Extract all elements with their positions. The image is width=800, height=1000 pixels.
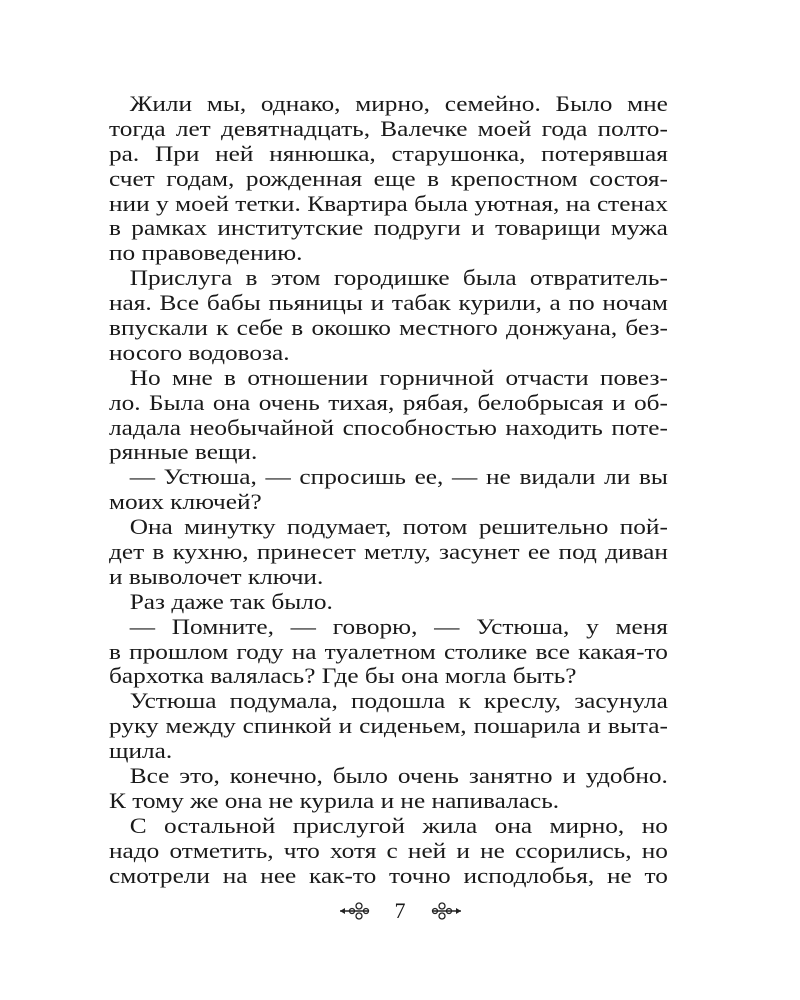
text-line: — Устюша, — спросишь ее, — не видали ли вы (129, 464, 668, 490)
ornament-left-icon (339, 901, 373, 921)
text-line: в прошлом году на туалетном столике все какая-то (109, 638, 668, 664)
text-line: в рамках институтские подруги и товарищи мужа (109, 215, 668, 241)
text-line: надо отметить, что хотя с ней и не ссорились, но (109, 837, 668, 863)
text-line: — Помните, — говорю, — Устюша, у меня (129, 613, 668, 639)
text-line: Она минутку подумает, потом решительно пой- (129, 514, 668, 540)
text-line: моих ключей? (109, 489, 262, 515)
text-line: ра. При ней нянюшка, старушонка, потерявшая (109, 140, 668, 166)
text-line: носого водовоза. (109, 339, 290, 365)
text-line: впускали к себе в окошко местного донжуана, без- (109, 315, 668, 341)
text-line: счет годам, рожденная еще в крепостном состоя- (109, 165, 668, 191)
text-line: С остальной прислугой жила она мирно, но (129, 812, 668, 838)
text-line: бархотка валялась? Где бы она могла быть? (109, 663, 577, 689)
text-line: дет в кухню, принесет метлу, засунет ее под диван (109, 539, 668, 565)
text-line: щила. (109, 738, 173, 764)
text-line: по правоведению. (109, 240, 303, 266)
text-line: и выволочет ключи. (109, 563, 324, 589)
text-line: нии у моей тетки. Квартира была уютная, на стенах (109, 190, 668, 216)
text-line: тогда лет девятнадцать, Валечке моей года полто- (109, 115, 668, 141)
text-line: ная. Все бабы пьяницы и табак курили, а по ночам (109, 290, 668, 316)
page-number: 7 (394, 898, 406, 923)
text-line: руку между спинкой и сиденьем, пошарила и выта- (109, 713, 668, 739)
text-line: Прислуга в этом городишке была отвратитель- (129, 265, 668, 291)
text-line: Раз даже так было. (129, 588, 333, 614)
text-line: К тому же она не курила и не напивалась. (109, 787, 560, 813)
ornament-right-icon (428, 901, 462, 921)
text-line: рянные вещи. (109, 439, 258, 465)
page-body-text (109, 92, 668, 889)
text-line: ло. Была она очень тихая, рябая, белобрысая и об- (109, 389, 668, 415)
text-line: смотрели на нее как-то точно исподлобья, не то (109, 862, 668, 888)
page-footer (0, 898, 800, 924)
text-line: Все это, конечно, было очень занятно и удобно. (129, 763, 668, 789)
text-line: Но мне в отношении горничной отчасти повез- (129, 364, 668, 390)
text-line: ладала необычайной способностью находить поте- (109, 414, 668, 440)
text-line: Жили мы, однако, мирно, семейно. Было мне (129, 91, 668, 116)
text-line: Устюша подумала, подошла к креслу, засунула (129, 688, 668, 714)
